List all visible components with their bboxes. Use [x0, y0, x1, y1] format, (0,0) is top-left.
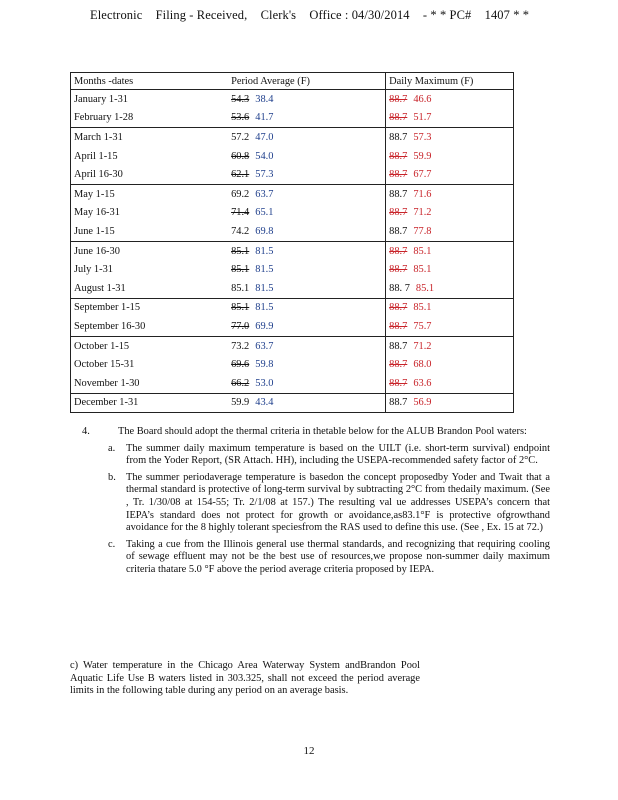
list-item-label: a.: [108, 442, 116, 454]
list-item: [108, 471, 550, 535]
cell-month-dates: April 16-30: [71, 165, 229, 184]
cell-daily-maximum: [386, 90, 514, 109]
period-average-old: 71.4: [231, 207, 250, 219]
cell-period-average: [228, 374, 386, 393]
table-row: [71, 222, 514, 241]
daily-maximum-old: 88.7: [389, 302, 408, 314]
cell-period-average: [228, 204, 386, 223]
item-4-lead: [70, 426, 550, 439]
cell-daily-maximum: [386, 109, 514, 128]
daily-maximum-old: 88.7: [389, 397, 408, 409]
cell-daily-maximum: [386, 298, 514, 317]
table-row: [71, 355, 514, 374]
cell-daily-maximum: [386, 374, 514, 393]
cell-month-dates: June 16-30: [71, 241, 229, 260]
cell-period-average: [228, 222, 386, 241]
cell-month-dates: September 1-15: [71, 298, 229, 317]
cell-period-average: [228, 279, 386, 298]
period-average-new: 81.5: [255, 245, 274, 257]
cell-daily-maximum: [386, 355, 514, 374]
header-part: 1407 * *: [484, 8, 530, 22]
period-average-old: 60.8: [231, 150, 250, 162]
daily-maximum-old: 88. 7: [389, 282, 410, 294]
paragraph-c: c) Water temperature in the Chicago Area Waterway System andBrandon Pool Aquatic Life Use B waters listed in 303.325, shall not exceed the period average limits in the following table during any period on an average basis.: [70, 660, 420, 697]
cell-period-average: [228, 260, 386, 279]
item-4-sublist: [70, 443, 550, 577]
table-row: [71, 184, 514, 203]
table-row: [71, 165, 514, 184]
header-part: Clerk's: [260, 8, 297, 22]
daily-maximum-old: 88.7: [389, 112, 408, 124]
table-row: [71, 279, 514, 298]
col-header-period-average: Period Average (F): [228, 73, 386, 90]
daily-maximum-old: 88.7: [389, 207, 408, 219]
cell-month-dates: April 1-15: [71, 147, 229, 166]
period-average-old: 66.2: [231, 377, 250, 389]
cell-month-dates: February 1-28: [71, 109, 229, 128]
cell-period-average: [228, 393, 386, 413]
daily-maximum-new: 68.0: [413, 359, 432, 371]
daily-maximum-new: 85.1: [415, 282, 435, 294]
col-header-daily-maximum: Daily Maximum (F): [386, 73, 514, 90]
period-average-old: 54.3: [231, 93, 250, 105]
cell-period-average: [228, 109, 386, 128]
cell-period-average: [228, 128, 386, 147]
cell-month-dates: October 15-31: [71, 355, 229, 374]
cell-daily-maximum: [386, 241, 514, 260]
daily-maximum-new: 71.2: [413, 207, 432, 219]
period-average-new: 57.3: [255, 169, 274, 181]
cell-month-dates: September 16-30: [71, 317, 229, 336]
cell-daily-maximum: [386, 165, 514, 184]
period-average-new: 63.7: [255, 188, 274, 200]
cell-daily-maximum: [386, 147, 514, 166]
table-row: [71, 109, 514, 128]
daily-maximum-new: 85.1: [413, 245, 432, 257]
table-row: [71, 317, 514, 336]
cell-month-dates: January 1-31: [71, 90, 229, 109]
table-header-row: [71, 73, 514, 90]
period-average-new: 65.1: [255, 207, 274, 219]
daily-maximum-new: 57.3: [413, 131, 432, 143]
list-item-label: b.: [108, 471, 116, 483]
period-average-new: 47.0: [255, 131, 274, 143]
period-average-old: 85.1: [231, 302, 250, 314]
period-average-old: 85.1: [231, 264, 250, 276]
daily-maximum-old: 88.7: [389, 169, 408, 181]
cell-daily-maximum: [386, 317, 514, 336]
daily-maximum-new: 75.7: [413, 320, 432, 332]
cell-period-average: [228, 355, 386, 374]
table-row: [71, 336, 514, 355]
period-average-new: 81.5: [255, 302, 274, 314]
header-part: Office : 04/30/2014: [309, 8, 410, 22]
list-item-text: The summer periodaverage temperature is basedon the concept proposedby Yoder and Twait that a thermal standard is protective of long-term survival by subtracting 2°C from thedaily maximum. (See , Tr. 1/30/08 at 154-55; Tr. 2/1/08 at 157.) The resulting val ue addresses USEPA’s concern that IEPA’s standard does not protect for growth or avoidance,as83.1°F is protective ofgrowthand avoidance for the 8 highly tolerant speciesfrom the RAS used to define this use. (See , Ex. 15 at 72.): [126, 471, 550, 534]
list-item: [108, 442, 550, 468]
header-part: Electronic: [90, 8, 143, 22]
period-average-new: 38.4: [255, 93, 274, 105]
cell-month-dates: July 1-31: [71, 260, 229, 279]
list-item: [108, 538, 550, 577]
cell-period-average: [228, 90, 386, 109]
period-average-new: 54.0: [255, 150, 274, 162]
col-header-months: Months -dates: [71, 73, 229, 90]
daily-maximum-old: 88.7: [389, 93, 408, 105]
period-average-old: 69.2: [231, 188, 250, 200]
daily-maximum-old: 88.7: [389, 340, 408, 352]
period-average-old: 74.2: [231, 225, 250, 237]
daily-maximum-new: 59.9: [413, 150, 432, 162]
table-row: [71, 374, 514, 393]
cell-daily-maximum: [386, 184, 514, 203]
cell-month-dates: May 1-15: [71, 184, 229, 203]
cell-month-dates: August 1-31: [71, 279, 229, 298]
efiling-stamp-header: [90, 8, 570, 23]
daily-maximum-new: 56.9: [413, 397, 432, 409]
period-average-old: 85.1: [231, 245, 250, 257]
daily-maximum-old: 88.7: [389, 359, 408, 371]
cell-daily-maximum: [386, 393, 514, 413]
daily-maximum-old: 88.7: [389, 150, 408, 162]
daily-maximum-new: 85.1: [413, 264, 432, 276]
period-average-old: 77.0: [231, 320, 250, 332]
daily-maximum-new: 85.1: [413, 302, 432, 314]
daily-maximum-old: 88.7: [389, 264, 408, 276]
cell-month-dates: May 16-31: [71, 204, 229, 223]
table-row: [71, 147, 514, 166]
daily-maximum-old: 88.7: [389, 377, 408, 389]
header-part: Filing - Received,: [155, 8, 248, 22]
table-row: [71, 241, 514, 260]
period-average-old: 53.6: [231, 112, 250, 124]
cell-month-dates: March 1-31: [71, 128, 229, 147]
period-average-old: 85.1: [231, 282, 250, 294]
daily-maximum-new: 77.8: [413, 225, 432, 237]
cell-month-dates: June 1-15: [71, 222, 229, 241]
daily-maximum-old: 88.7: [389, 131, 408, 143]
cell-daily-maximum: [386, 336, 514, 355]
period-average-new: 69.8: [255, 225, 274, 237]
cell-period-average: [228, 317, 386, 336]
cell-daily-maximum: [386, 260, 514, 279]
page-number: 12: [303, 745, 315, 757]
cell-month-dates: October 1-15: [71, 336, 229, 355]
table-row: [71, 298, 514, 317]
daily-maximum-new: 46.6: [413, 93, 432, 105]
cell-daily-maximum: [386, 204, 514, 223]
header-part: - * * PC#: [422, 8, 472, 22]
thermal-criteria-table: [70, 72, 514, 413]
table-row: [71, 128, 514, 147]
table-row: [71, 393, 514, 413]
cell-period-average: [228, 165, 386, 184]
period-average-new: 43.4: [255, 397, 274, 409]
cell-month-dates: November 1-30: [71, 374, 229, 393]
cell-period-average: [228, 336, 386, 355]
period-average-old: 59.9: [231, 397, 250, 409]
list-item-label: c.: [108, 538, 116, 550]
table-row: [71, 260, 514, 279]
cell-daily-maximum: [386, 222, 514, 241]
table-row: [71, 204, 514, 223]
daily-maximum-old: 88.7: [389, 225, 408, 237]
cell-period-average: [228, 298, 386, 317]
period-average-new: 53.0: [255, 377, 274, 389]
daily-maximum-old: 88.7: [389, 320, 408, 332]
list-item-text: Taking a cue from the Illinois general use thermal standards, and recognizing that requiring cooling of sewage effluent may not be the best use of resources,we propose non-summer daily maximum criteria thatare 5.0 °F above the period average criteria proposed by IEPA.: [126, 538, 550, 575]
item-4: [70, 426, 550, 581]
item-4-number: 4.: [82, 426, 90, 437]
period-average-new: 41.7: [255, 112, 274, 124]
period-average-new: 59.8: [255, 359, 274, 371]
period-average-old: 57.2: [231, 131, 250, 143]
period-average-new: 81.5: [255, 282, 274, 294]
period-average-old: 69.6: [231, 359, 250, 371]
cell-month-dates: December 1-31: [71, 393, 229, 413]
daily-maximum-new: 67.7: [413, 169, 432, 181]
cell-period-average: [228, 147, 386, 166]
daily-maximum-old: 88.7: [389, 188, 408, 200]
table-row: [71, 90, 514, 109]
daily-maximum-new: 71.2: [413, 340, 432, 352]
cell-daily-maximum: [386, 128, 514, 147]
item-4-text: The Board should adopt the thermal criteria in thetable below for the ALUB Brandon Pool waters:: [118, 426, 527, 437]
daily-maximum-new: 51.7: [413, 112, 432, 124]
period-average-new: 81.5: [255, 264, 274, 276]
period-average-new: 69.9: [255, 320, 274, 332]
period-average-old: 62.1: [231, 169, 250, 181]
cell-period-average: [228, 241, 386, 260]
period-average-old: 73.2: [231, 340, 250, 352]
daily-maximum-new: 71.6: [413, 188, 432, 200]
daily-maximum-old: 88.7: [389, 245, 408, 257]
cell-daily-maximum: [386, 279, 514, 298]
cell-period-average: [228, 184, 386, 203]
daily-maximum-new: 63.6: [413, 377, 432, 389]
list-item-text: The summer daily maximum temperature is based on the UILT (i.e. short-term survival) endpoint from the Yoder Report, (SR Attach. HH), including the USEPA-recommended safety factor of 2°C.: [126, 442, 550, 467]
period-average-new: 63.7: [255, 340, 274, 352]
